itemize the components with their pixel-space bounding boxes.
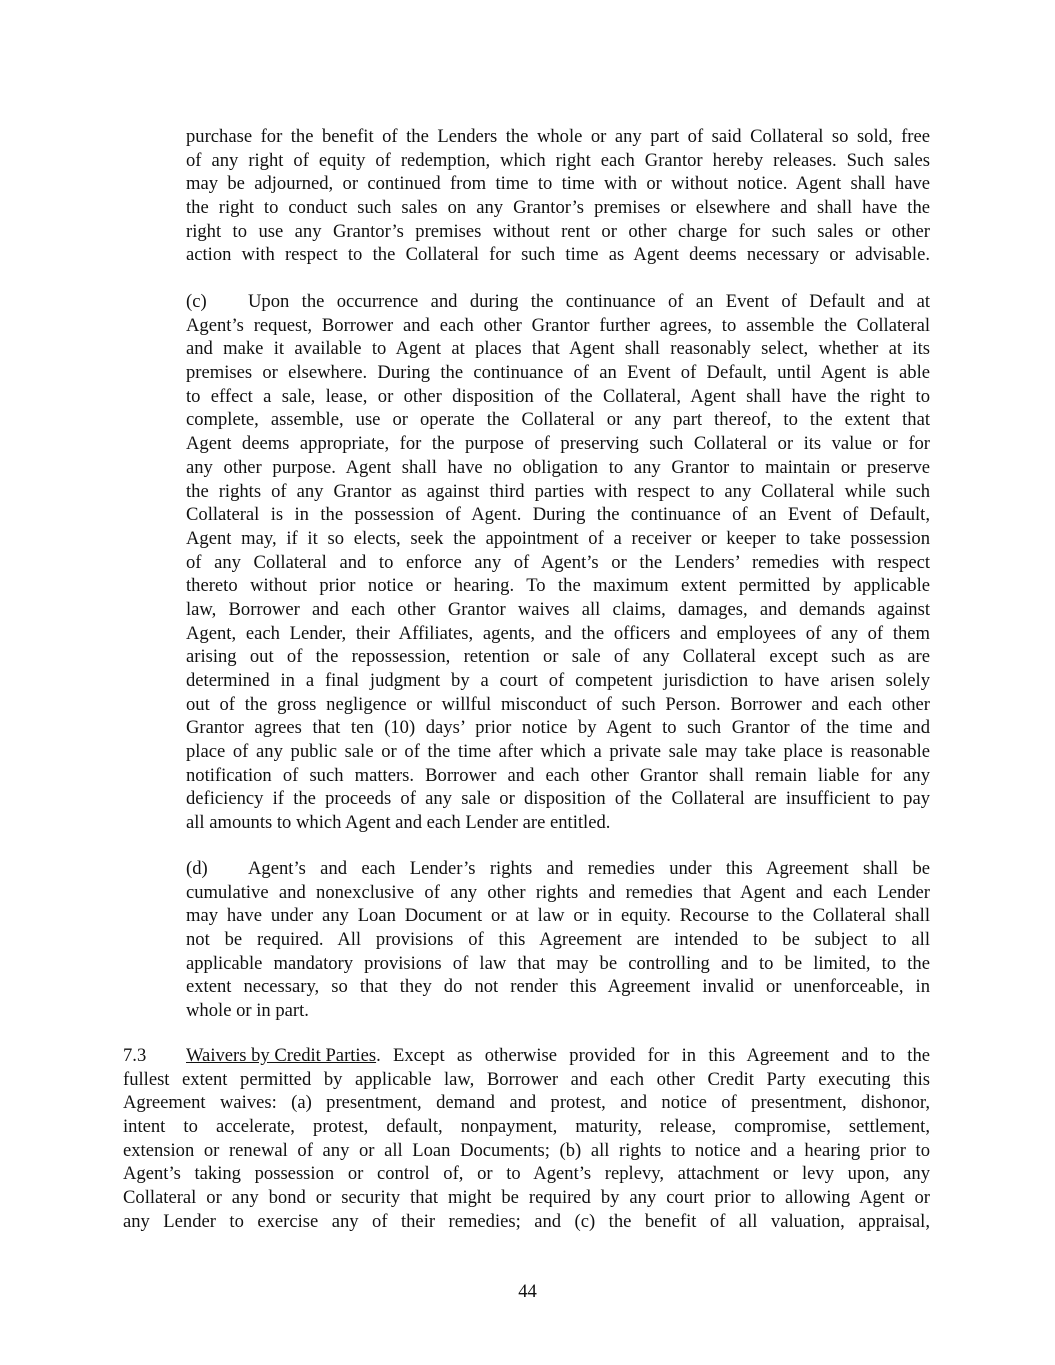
paragraph-label: (c) [186, 291, 207, 312]
line-text: any Lender to exercise any of their remedies; and (c) the benefit of all valuation, appraisal, [123, 1210, 930, 1232]
text-line [186, 551, 930, 575]
text-line [186, 574, 930, 598]
line-text: Collateral or any bond or security that might be required by any court prior to allowing Agent or [123, 1187, 930, 1209]
paragraph-d [186, 857, 930, 1023]
text-line [186, 811, 930, 835]
line-text: Agent, each Lender, their Affiliates, agents, and the officers and employees of any of them [186, 622, 930, 644]
text-line [123, 1162, 930, 1186]
text-line [123, 1186, 930, 1210]
text-line [186, 740, 930, 764]
line-text: the rights of any Grantor as against third parties with respect to any Collateral while such [186, 480, 930, 502]
line-text: Agent’s request, Borrower and each other Grantor further agrees, to assemble the Collateral [186, 314, 930, 336]
line-text: Agent may, if it so elects, seek the appointment of a receiver or keeper to take possession [186, 527, 930, 549]
text-line [186, 480, 930, 504]
line-text: Grantor agrees that ten (10) days’ prior notice by Agent to such Grantor of the time and [186, 717, 930, 739]
text-line [186, 432, 930, 456]
page-number: 44 [518, 1281, 537, 1302]
line-text: all amounts to which Agent and each Lender are entitled. [186, 812, 611, 834]
paragraph-c [186, 290, 930, 835]
text-line [186, 857, 930, 881]
line-text: may have under any Loan Document or at law or in equity. Recourse to the Collateral shall [186, 905, 930, 927]
line-text: place of any public sale or of the time after which a private sale may take place is reasonable [186, 741, 930, 763]
paragraph-73 [123, 1044, 930, 1234]
text-line [123, 1068, 930, 1092]
text-line [186, 645, 930, 669]
line-text: right to use any Grantor’s premises without rent or other charge for such sales or other [186, 220, 930, 242]
line-text: fullest extent permitted by applicable law, Borrower and each other Credit Party executing this [123, 1068, 930, 1090]
line-text: action with respect to the Collateral for such time as Agent deems necessary or advisable. [186, 244, 930, 266]
line-text: deficiency if the proceeds of any sale or disposition of the Collateral are insufficient to pay [186, 788, 930, 810]
text-line [186, 787, 930, 811]
line-text: of any Collateral and to enforce any of Agent’s or the Lenders’ remedies with respect [186, 551, 930, 573]
text-line [186, 693, 930, 717]
text-line [123, 1044, 930, 1068]
text-line [186, 125, 930, 149]
text-line [186, 149, 930, 173]
text-line [186, 290, 930, 314]
text-line [186, 716, 930, 740]
text-line [186, 999, 930, 1023]
text-line [186, 337, 930, 361]
line-text: determined in a final judgment by a court of competent jurisdiction to have arisen solely [186, 670, 930, 691]
line-text: Agent’s taking possession or control of, or to Agent’s replevy, attachment or levy upon, any [123, 1163, 930, 1185]
line-text: out of the gross negligence or willful misconduct of such Person. Borrower and each other [186, 693, 930, 715]
paragraph-continued [186, 125, 930, 267]
text-line [186, 503, 930, 527]
text-line [186, 314, 930, 338]
line-text: of any right of equity of redemption, which right each Grantor hereby releases. Such sales [186, 149, 930, 171]
line-text: thereto without prior notice or hearing. To the maximum extent permitted by applicable [186, 575, 930, 597]
text-line [186, 881, 930, 905]
line-text: premises or elsewhere. During the continuance of an Event of Default, until Agent is able [186, 362, 930, 384]
text-line [186, 598, 930, 622]
line-text: Agreement waives: (a) presentment, demand and protest, and notice of presentment, dishonor, [123, 1092, 930, 1114]
text-line [186, 622, 930, 646]
line-text: arising out of the repossession, retention or sale of any Collateral except such as are [186, 646, 930, 668]
text-line [186, 669, 930, 693]
line-text: and make it available to Agent at places that Agent shall reasonably select, whether at its [186, 338, 930, 360]
text-line [186, 456, 930, 480]
line-text: cumulative and nonexclusive of any other rights and remedies that Agent and each Lender [186, 881, 930, 903]
text-line [186, 952, 930, 976]
line-text: extent necessary, so that they do not render this Agreement invalid or unenforceable, in [186, 976, 930, 998]
paragraph-label: (d) [186, 858, 208, 879]
text-line [186, 385, 930, 409]
text-line [186, 928, 930, 952]
line-text: whole or in part. [186, 1000, 309, 1022]
line-text: Agent deems appropriate, for the purpose of preserving such Collateral or its value or for [186, 433, 930, 455]
text-line [186, 172, 930, 196]
line-text: . Except as otherwise provided for in this Agreement and to the [376, 1045, 930, 1066]
line-text: complete, assemble, use or operate the Collateral or any part thereof, to the extent that [186, 409, 930, 431]
line-text: Upon the occurrence and during the continuance of an Event of Default and at [248, 291, 930, 312]
text-line [186, 904, 930, 928]
text-line [186, 408, 930, 432]
line-text: intent to accelerate, protest, default, nonpayment, maturity, release, compromise, settlement, [123, 1116, 930, 1138]
section-heading: Waivers by Credit Parties [186, 1045, 377, 1066]
text-line [186, 764, 930, 788]
text-line [123, 1115, 930, 1139]
line-text: applicable mandatory provisions of law that may be controlling and to be limited, to the [186, 952, 930, 974]
line-text: Collateral is in the possession of Agent. During the continuance of an Event of Default, [186, 504, 930, 526]
line-text: the right to conduct such sales on any Grantor’s premises or elsewhere and shall have the [186, 197, 930, 219]
text-line [186, 196, 930, 220]
text-line [123, 1139, 930, 1163]
text-line [186, 220, 930, 244]
line-text: Agent’s and each Lender’s rights and remedies under this Agreement shall be [248, 858, 930, 879]
line-text: extension or renewal of any or all Loan Documents; (b) all rights to notice and a hearing prior to [123, 1139, 930, 1161]
paragraph-label: 7.3 [123, 1045, 147, 1066]
text-line [186, 975, 930, 999]
text-line [123, 1210, 930, 1234]
line-text: any other purpose. Agent shall have no obligation to any Grantor to maintain or preserve [186, 456, 930, 478]
line-text: purchase for the benefit of the Lenders the whole or any part of said Collateral so sold, free [186, 126, 930, 147]
line-text: law, Borrower and each other Grantor waives all claims, damages, and demands against [186, 598, 930, 620]
line-text: to effect a sale, lease, or other disposition of the Collateral, Agent shall have the right to [186, 385, 930, 407]
text-line [123, 1091, 930, 1115]
line-text: notification of such matters. Borrower and each other Grantor shall remain liable for any [186, 764, 930, 786]
line-text: may be adjourned, or continued from time to time with or without notice. Agent shall have [186, 173, 930, 195]
text-line [186, 243, 930, 267]
text-line [186, 361, 930, 385]
line-text: not be required. All provisions of this Agreement are intended to be subject to all [186, 929, 930, 951]
text-line [186, 527, 930, 551]
